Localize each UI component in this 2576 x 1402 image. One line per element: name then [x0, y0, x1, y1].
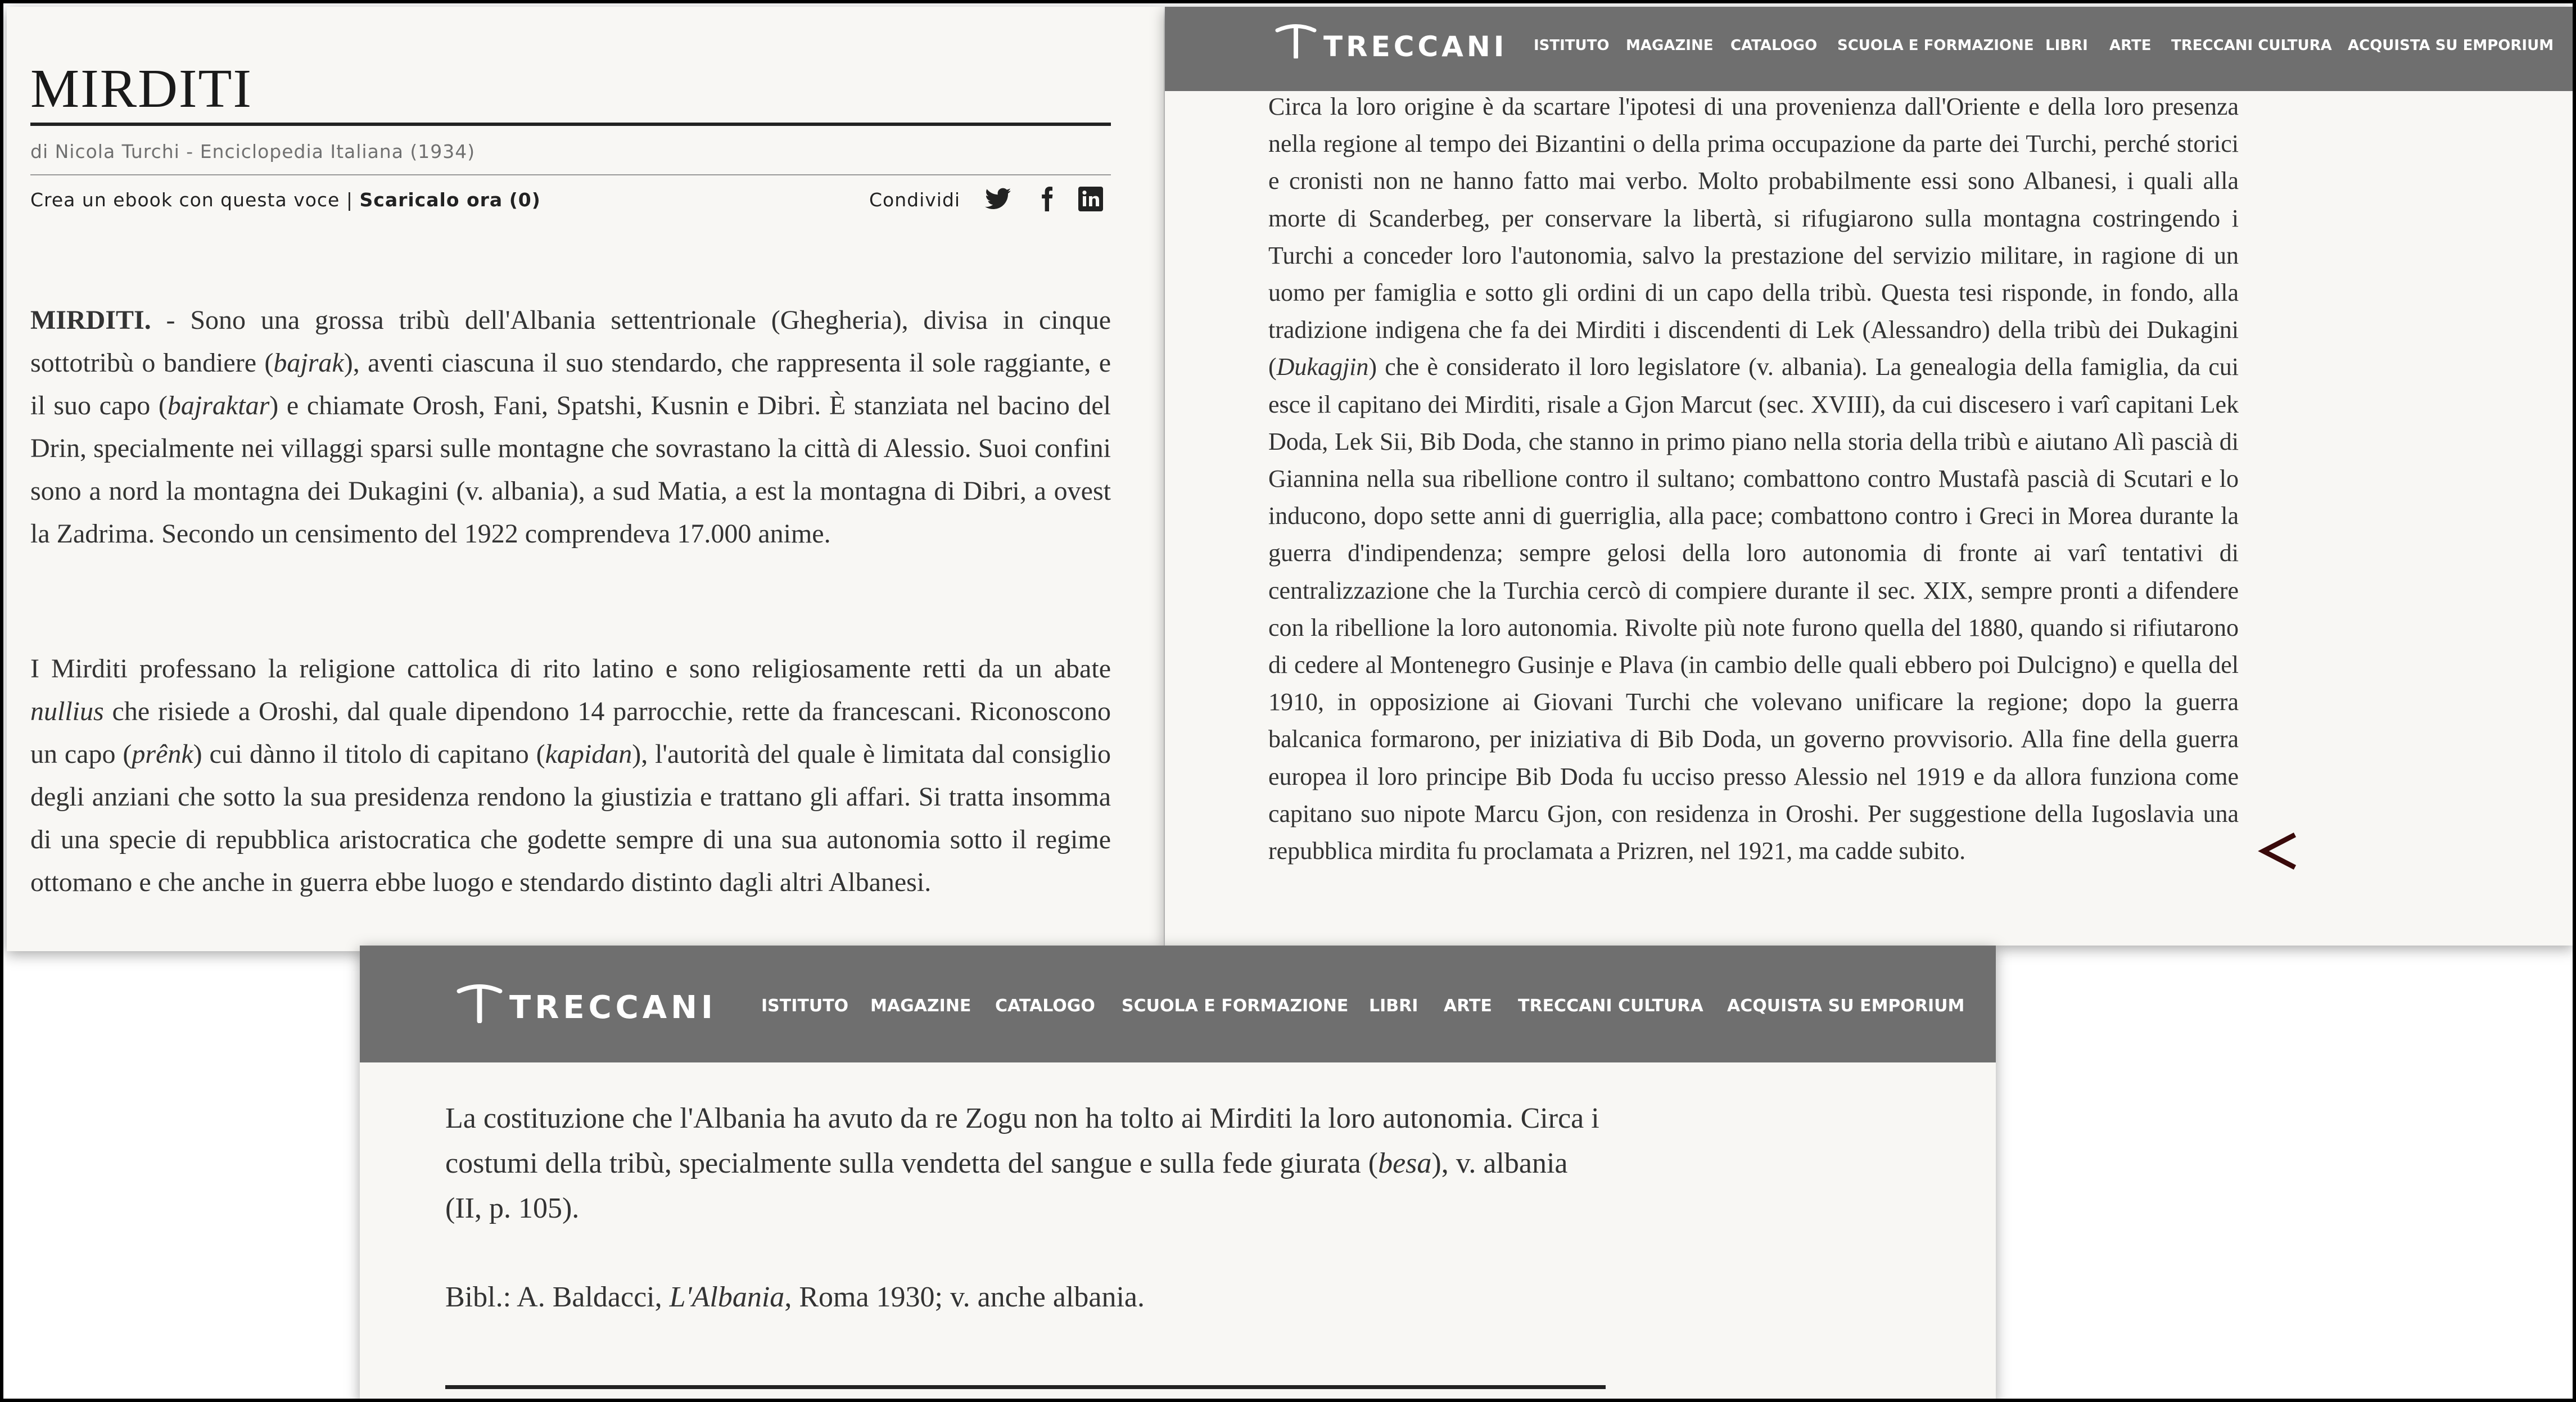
ebook-download-link[interactable]: Scaricalo ora: [359, 189, 503, 211]
nav-arte[interactable]: ARTE: [1444, 996, 1492, 1016]
bibliography: [445, 1281, 1606, 1314]
article-middle-panel: [1165, 7, 2574, 946]
text-run: ), v. albania (II, p. 105).: [445, 1147, 1568, 1224]
nav-libri[interactable]: LIBRI: [1369, 996, 1418, 1016]
text-run: bajraktar: [167, 391, 270, 420]
footer-divider: [445, 1385, 1606, 1389]
text-run: Bibl.: A. Baldacci,: [445, 1281, 670, 1313]
nav-libri[interactable]: LIBRI: [2045, 37, 2088, 54]
nav-magazine[interactable]: MAGAZINE: [1626, 37, 1714, 54]
byline-divider: [30, 174, 1111, 175]
text-run: ) e chiamate Orosh, Fani, Spatshi, Kusnin e Dibri. È stanziata nel bacino del Drin, specialmente nei villaggi sparsi sulle montagne che sovrastano la città di Alessio. Suoi confini sono a nord la montagna dei Dukagini (v. albania), a sud Matia, a est la montagna di Dibri, a ovest la Zadrima. Secondo un censimento del 1922 comprendeva 17.000 anime.: [30, 391, 1111, 549]
ebook-count: (0): [509, 189, 541, 211]
page-title: MIRDITI: [30, 58, 253, 119]
nav-scuola-e-formazione[interactable]: SCUOLA E FORMAZIONE: [1122, 996, 1349, 1016]
article-paragraph-1: [30, 299, 1111, 555]
text-run: prênk: [132, 739, 193, 769]
text-run: L'Albania: [669, 1281, 785, 1313]
text-run: nullius: [30, 697, 104, 726]
nav-magazine[interactable]: MAGAZINE: [870, 996, 971, 1016]
nav-treccani-cultura[interactable]: TRECCANI CULTURA: [1518, 996, 1703, 1016]
nav-acquista-su-emporium[interactable]: ACQUISTA SU EMPORIUM: [1727, 996, 1965, 1016]
nav-istituto[interactable]: ISTITUTO: [1534, 37, 1610, 54]
nav-acquista-su-emporium[interactable]: ACQUISTA SU EMPORIUM: [2348, 37, 2554, 54]
nav-catalogo[interactable]: CATALOGO: [995, 996, 1095, 1016]
article-paragraph-4: [445, 1096, 1606, 1231]
text-run: che risiede a Oroshi, dal quale dipendono 14 parrocchie, rette da francescani. Riconoscono un capo (: [30, 697, 1111, 769]
text-run: Circa la loro origine è da scartare l'ipotesi di una provenienza dall'Oriente e della loro presenza nella regione al tempo dei Bizantini o della prima occupazione da parte dei Turchi, perché storici e cronisti non ne hanno fatto mai verbo. Molto probabilmente essi sono Albanesi, i quali alla morte di Scanderbeg, per conservare la libertà, si rifugiarono sulla montagna costringendo i Turchi a conceder loro l'autonomia, salvo la prestazione del servizio militare, in ragione di un uomo per famiglia e sotto gli ordini di un capo della tribù. Questa tesi risponde, in fondo, alla tradizione indigena che fa dei Mirditi i discendenti di Lek (Alessandro) della tribù dei Dukagini (: [1268, 93, 2239, 381]
ebook-bar: [30, 189, 541, 211]
share-label: Condividi: [869, 189, 961, 211]
site-header: [1165, 7, 2574, 91]
text-run: La costituzione che l'Albania ha avuto da re Zogu non ha tolto ai Mirditi la loro autonomia. Circa i costumi della tribù, specialmente sulla vendetta del sangue e sulla fede giurata (: [445, 1102, 1599, 1179]
text-run: MIRDITI.: [30, 305, 151, 335]
twitter-icon[interactable]: [985, 186, 1012, 212]
text-run: , Roma 1930; v. anche albania.: [784, 1281, 1145, 1313]
text-run: Dukagjin: [1276, 353, 1369, 381]
treccani-logo-icon[interactable]: [457, 980, 503, 1023]
byline: di Nicola Turchi - Enciclopedia Italiana (1934): [30, 141, 476, 162]
text-run: ), l'autorità del quale è limitata dal consiglio degli anziani che sotto la sua presidenza rendono la giustizia e trattano gli affari. Si tratta insomma di una specie di repubblica aristocratica che godette sempre di una sua autonomia sotto il regime ottomano e che anche in guerra ebbe luogo e stendardo distinto dagli altri Albanesi.: [30, 739, 1111, 897]
text-run: - Sono una grossa tribù dell'Albania settentrionale (Ghegheria), divisa in cinque sottotribù o bandiere (: [30, 305, 1111, 378]
text-run: ) che è considerato il loro legislatore (v. albania). La genealogia della famiglia, da cui esce il capitano dei Mirditi, risale a Gjon Marcut (sec. XVIII), da cui discesero i varî capitani Lek Doda, Lek Sii, Bib Doda, che stanno in primo piano nella storia della tribù e aiutano Alì pascià di Giannina nella sua ribellione contro il sultano; combattono contro Mustafà pascià di Scutari e lo inducono, dopo sette anni di guerriglia, alla pace; combattono contro i Greci in Morea durante la guerra d'indipendenza; sempre gelosi della loro autonomia di fronte ai varî tentativi di centralizzazione che la Turchia cercò di compiere durante il sec. XIX, sempre pronti a difendere con la ribellione la loro autonomia. Rivolte più note furono quella del 1880, quando si rifiutarono di cedere al Montenegro Gusinje e Plava (in cambio delle quali ebbero poi Dulcigno) e quella del 1910, in opposizione ai Giovani Turchi che volevano unificare la regione; dopo la guerra balcanica formarono, per iniziativa di Bib Doda, un governo provvisorio. Alla fine della guerra europea il loro principe Bib Doda fu ucciso presso Alessio nel 1919 e da allora funziona come capitano suo nipote Marcu Gjon, con residenza in Oroshi. Per suggestione della Iugoslavia una repubblica mirdita fu proclamata a Prizren, nel 1921, ma cadde subito.: [1268, 353, 2239, 865]
title-divider: [30, 123, 1111, 126]
ebook-create-link[interactable]: Crea un ebook con questa voce: [30, 189, 340, 211]
text-run: I Mirditi professano la religione cattolica di rito latino e sono religiosamente retti da un abate: [30, 654, 1111, 684]
nav-scuola-e-formazione[interactable]: SCUOLA E FORMAZIONE: [1837, 37, 2034, 54]
treccani-logo-icon[interactable]: [1275, 21, 1317, 58]
text-run: ) cui dànno il titolo di capitano (: [193, 739, 545, 769]
article-top-panel: [7, 7, 1164, 951]
text-run: besa: [1378, 1147, 1432, 1179]
article-paragraph-2: [30, 648, 1111, 904]
article-paragraph-3: [1268, 88, 2239, 870]
text-run: bajrak: [273, 348, 344, 378]
logo-wordmark[interactable]: TRECCANI: [1323, 30, 1508, 63]
previous-page-arrow[interactable]: [2256, 830, 2301, 872]
text-run: ), aventi ciascuna il suo stendardo, che rappresenta il sole raggiante, e il suo capo (: [30, 348, 1111, 420]
facebook-icon[interactable]: [1033, 186, 1060, 212]
ebook-separator: |: [346, 189, 353, 211]
nav-treccani-cultura[interactable]: TRECCANI CULTURA: [2171, 37, 2332, 54]
nav-arte[interactable]: ARTE: [2109, 37, 2152, 54]
linkedin-icon[interactable]: [1077, 186, 1104, 212]
logo-wordmark[interactable]: TRECCANI: [509, 989, 717, 1026]
nav-catalogo[interactable]: CATALOGO: [1730, 37, 1818, 54]
article-bottom-panel: [360, 946, 1996, 1402]
nav-istituto[interactable]: ISTITUTO: [761, 996, 849, 1016]
site-header: [360, 946, 1996, 1062]
text-run: kapidan: [545, 739, 632, 769]
